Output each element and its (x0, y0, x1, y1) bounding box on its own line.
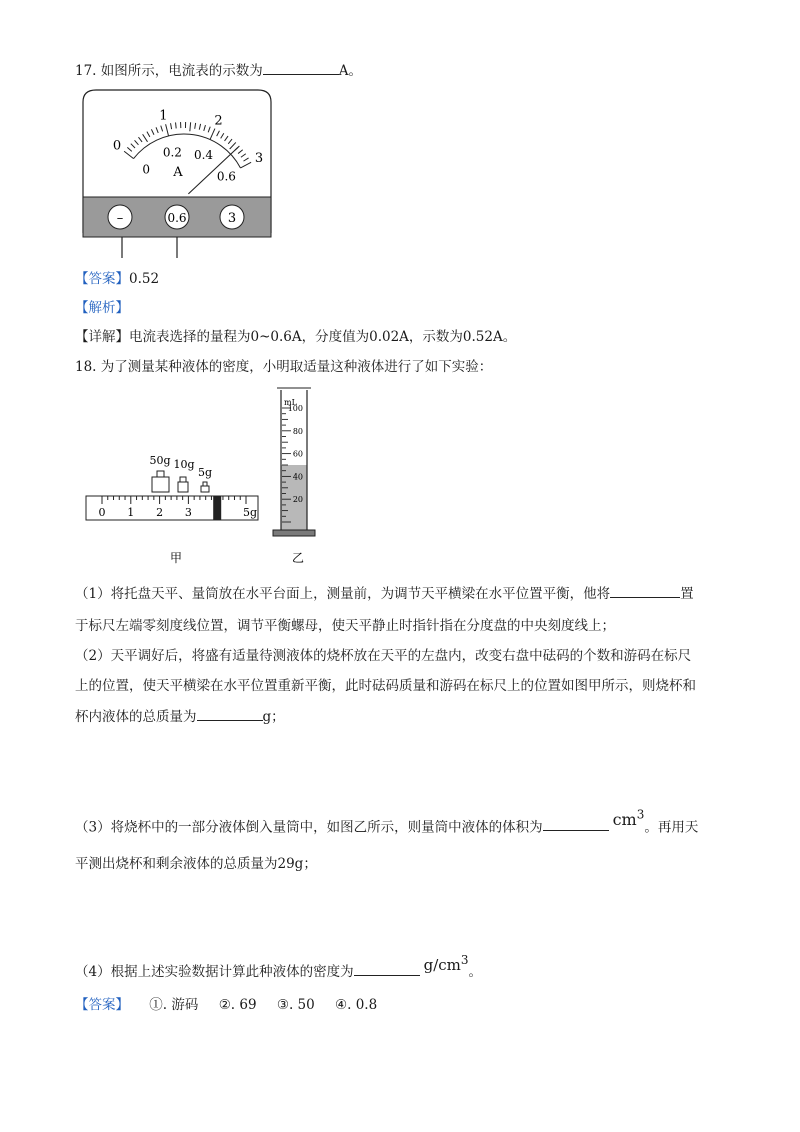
cylinder-base (273, 530, 315, 536)
rider-scale-label: 0 (98, 506, 106, 519)
q17-prompt-text: 17. 如图所示，电流表的示数为 (75, 63, 263, 79)
q17-analysis-tag: 【解析】 (75, 300, 129, 316)
ammeter-tick (143, 134, 148, 142)
terminal-3-label: 3 (227, 211, 237, 226)
rider-scale-bar (86, 496, 258, 520)
ammeter-figure (82, 88, 272, 260)
weight-10g-label: 10g (173, 458, 195, 471)
ammeter-tick (243, 158, 248, 161)
terminal-negative-label: – (116, 211, 124, 226)
ammeter-bottom-label: 0.2 (162, 145, 182, 160)
graduated-cylinder (273, 388, 315, 536)
ammeter-top-label: 1 (159, 108, 168, 124)
q17-detail-text: 电流表选择的量程为0~0.6A，分度值为0.02A，示数为0.52A。 (129, 329, 517, 345)
ammeter-top-label: 3 (254, 151, 264, 167)
ammeter-tick (161, 126, 163, 132)
rider-scale-label: 2 (156, 506, 164, 519)
ammeter-scale-labels (113, 109, 263, 184)
q18-p2-line3 (75, 708, 285, 726)
ammeter-tick (204, 125, 206, 131)
q18-p2-line2: 上的位置，使天平横梁在水平位置重新平衡，此时砝码质量和游码在标尺上的位置如图甲所示，则烧杯和 (75, 678, 696, 694)
q18-answer-tag: 【答案】 (75, 997, 129, 1013)
ammeter-tick (138, 137, 142, 142)
ammeter-bottom-label: 0 (142, 162, 150, 177)
fig-yi-caption: 乙 (291, 551, 305, 565)
ammeter-top-label: 2 (214, 113, 223, 129)
q18-answer-4: ④. 0.8 (335, 997, 378, 1013)
q18-p2-text-d: g； (262, 709, 285, 725)
q17-detail-tag: 【详解】 (75, 329, 129, 345)
ammeter-tick (166, 124, 169, 136)
ammeter-tick (208, 127, 210, 133)
rider-scale-label: 3 (184, 506, 192, 519)
weight-50g (152, 477, 169, 492)
q17-detail-line (75, 328, 516, 346)
q17-analysis-line (75, 299, 129, 317)
ammeter-tick (221, 133, 224, 138)
q18-p3-line2: 平测出烧杯和剩余液体的总质量为29g； (75, 856, 317, 872)
ammeter-tick (241, 154, 246, 157)
ammeter-tick (195, 123, 196, 129)
q17-answer-tag: 【答案】 (75, 271, 129, 287)
q18-blank-4 (354, 975, 420, 976)
q18-answer-2: ②. 69 (218, 997, 257, 1013)
q18-p3-text-a: （3）将烧杯中的一部分液体倒入量筒中，如图乙所示，则量筒中液体的体积为 (75, 819, 543, 836)
ammeter-scale (124, 122, 251, 168)
ammeter-tick (124, 151, 133, 158)
terminal-0-6-label: 0.6 (167, 211, 187, 225)
q18-p1-line1 (75, 585, 694, 603)
ammeter-tick (225, 136, 228, 141)
ammeter-tick (156, 127, 158, 133)
ammeter-tick (135, 140, 139, 145)
weight-50g-label: 50g (149, 454, 171, 467)
ammeter-top-label: 0 (112, 138, 122, 154)
weights-group (149, 454, 212, 492)
ammeter-tick (210, 129, 215, 140)
q18-answer-line (75, 996, 377, 1014)
ammeter-terminals (108, 205, 244, 229)
q18-p3-line1 (75, 808, 699, 836)
ammeter-bottom-label: 0.6 (216, 169, 236, 184)
ammeter-tick (127, 147, 131, 151)
q18-p2-text-c: 杯内液体的总质量为 (75, 709, 197, 725)
q18-p4-line (75, 953, 483, 981)
q18-p1-text-b: 置 (680, 586, 694, 602)
q18-p1-text-a: （1）将托盘天平、量筒放在水平台面上，测量前，为调节天平横梁在水平位置平衡，他将 (75, 586, 611, 602)
cylinder-unit: mL (284, 398, 297, 407)
q18-p1-line2: 于标尺左端零刻度线位置，调节平衡螺母，使天平静止时指针指在分度盘的中央刻度线上； (75, 618, 615, 634)
q18-answer-3: ③. 50 (276, 997, 315, 1013)
ammeter-bottom-label: 0.4 (193, 148, 214, 163)
ammeter-tick (176, 122, 177, 128)
q18-answer-1: ①. 游码 (149, 997, 199, 1013)
q17-answer-line (75, 270, 159, 288)
ammeter-tick (217, 131, 220, 136)
ammeter-tick (151, 129, 154, 134)
q18-p4-text-a: （4）根据上述实验数据计算此种液体的密度为 (75, 964, 354, 980)
ammeter-tick (190, 122, 191, 131)
cylinder-label: 20 (292, 495, 303, 505)
ammeter-tick (147, 132, 150, 137)
q18-p4-unit: $g/cm^3$ (423, 953, 469, 974)
ammeter-unit-label: A (173, 165, 183, 180)
q17-prompt (75, 62, 362, 80)
cylinder-label: 40 (292, 472, 303, 482)
q18-blank-2 (197, 720, 263, 721)
q18-p2-line1: （2）天平调好后，将盛有适量待测液体的烧杯放在天平的左盘内，改变右盘中砝码的个数和游码在标尺 (75, 648, 692, 664)
ammeter-tick (230, 142, 236, 149)
weight-5g-label: 5g (197, 466, 213, 479)
ammeter-tick (171, 123, 172, 129)
q18-p4-text-b: 。 (468, 964, 483, 980)
cylinder-label: 60 (292, 449, 303, 459)
weight-10g (178, 482, 188, 492)
rider-scale-label: 1 (127, 506, 135, 519)
ammeter-tick (228, 139, 232, 144)
rider-slider (213, 496, 221, 520)
rider-scale-label: 5g (242, 506, 258, 519)
q17-prompt-unit: A。 (338, 63, 363, 79)
q18-prompt: 18. 为了测量某种液体的密度，小明取适量这种液体进行了如下实验： (75, 359, 493, 375)
ammeter-tick (241, 162, 252, 168)
fig-jia-caption: 甲 (169, 551, 183, 565)
ammeter-tick (199, 124, 200, 130)
q18-blank-3 (543, 830, 609, 831)
weight-5g (201, 486, 209, 492)
ammeter-tick (238, 150, 243, 154)
q17-answer-blank (263, 74, 339, 75)
balance-and-cylinder-figure (84, 382, 324, 572)
cylinder-label: 100 (287, 404, 303, 413)
q18-p3-text-b: 。再用天 (644, 819, 699, 836)
q17-answer-value: 0.52 (129, 271, 160, 287)
cylinder-label: 80 (292, 426, 303, 436)
q18-blank-1 (610, 597, 680, 598)
ammeter-tick (131, 144, 135, 148)
q18-p3-unit: $cm^3$ (612, 808, 645, 830)
